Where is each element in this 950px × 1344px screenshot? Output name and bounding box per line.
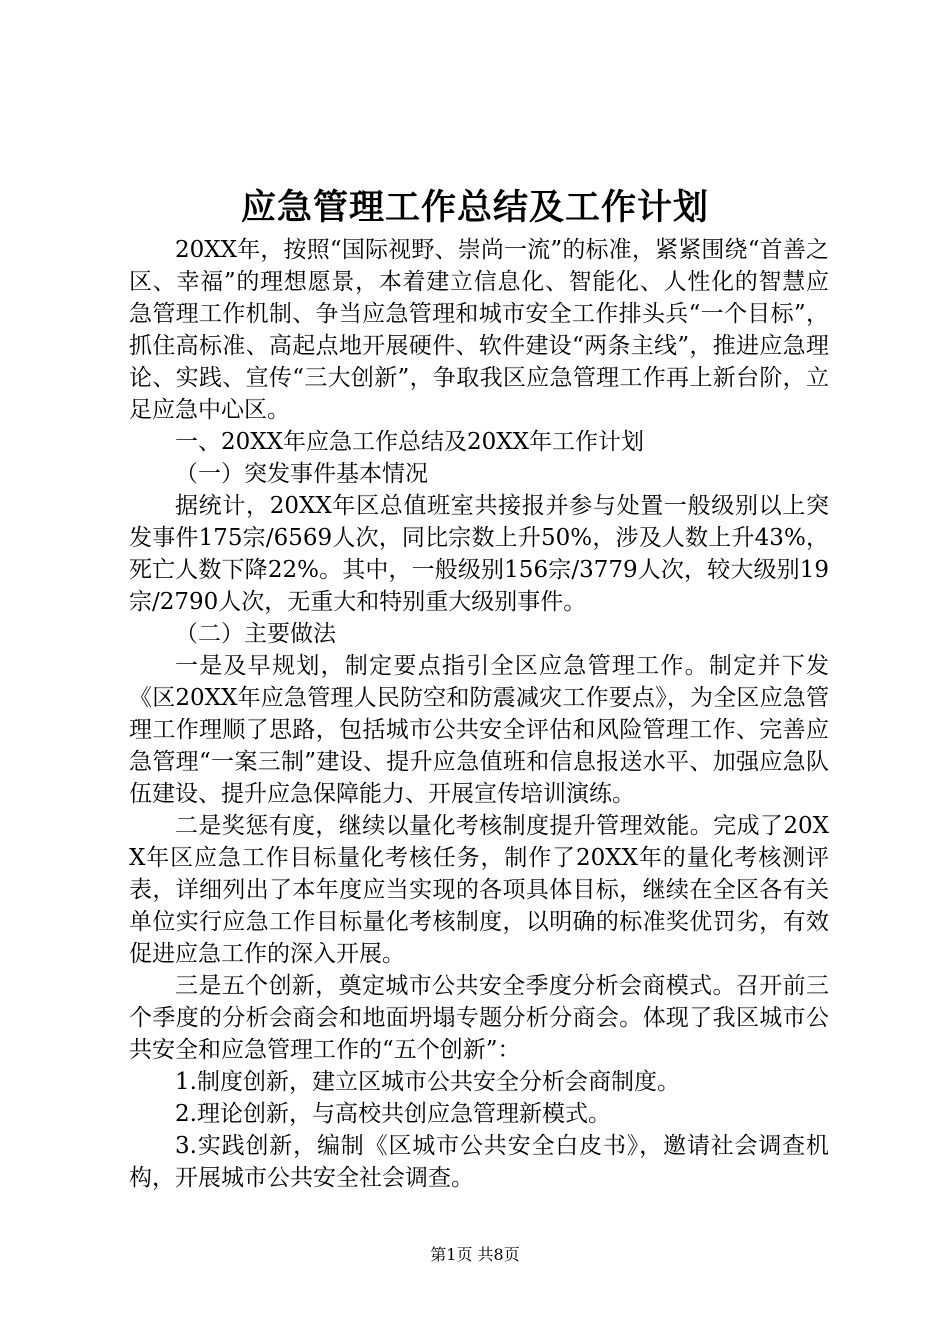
intro-paragraph: 20XX年，按照“国际视野、崇尚一流”的标准，紧紧围绕“首善之区、幸福”的理想愿景，本着建立信息化、智能化、人性化的智慧应急管理工作机制、争当应急管理和城市安全工作排头兵“一个目标”，抓住高标准、高起点地开展硬件、软件建设“两条主线”，推进应急理论、实践、宣传“三大创新”，争取我区应急管理工作再上新台阶，立足应急中心区。: [129, 237, 829, 423]
document-title: 应急管理工作总结及工作计划: [240, 188, 709, 228]
innovation-paragraph: 三是五个创新，奠定城市公共安全季度分析会商模式。召开前三个季度的分析会商会和地面坍塌专题分析分商会。体现了我区城市公共安全和应急管理工作的“五个创新”：: [129, 973, 829, 1063]
planning-paragraph: 一是及早规划，制定要点指引全区应急管理工作。制定并下发《区20XX年应急管理人民防空和防震减灾工作要点》，为全区应急管理工作理顺了思路，包括城市公共安全评估和风险管理工作、完善应急管理“一案三制”建设、提升应急值班和信息报送水平、加强应急队伍建设、提升应急保障能力、开展宣传培训演练。: [129, 653, 829, 807]
assessment-paragraph: 二是奖惩有度，继续以量化考核制度提升管理效能。完成了20XX年区应急工作目标量化考核任务，制作了20XX年的量化考核测评表，详细列出了本年度应当实现的各项具体目标，继续在全区各有关单位实行应急工作目标量化考核制度，以明确的标准奖优罚劣，有效促进应急工作的深入开展。: [129, 813, 829, 967]
page-number-footer: 第1页 共8页: [430, 1245, 520, 1264]
list-item-3: 3.实践创新，编制《区城市公共安全白皮书》，邀请社会调查机构，开展城市公共安全社会调查。: [129, 1133, 829, 1191]
section-heading: 一、20XX年应急工作总结及20XX年工作计划: [175, 429, 645, 455]
subsection-heading-2: （二）主要做法: [175, 621, 336, 647]
list-item-1: 1.制度创新，建立区城市公共安全分析会商制度。: [175, 1069, 680, 1095]
document-body: [129, 234, 829, 1194]
subsection-heading-1: （一）突发事件基本情况: [175, 461, 428, 487]
statistics-paragraph: 据统计，20XX年区总值班室共接报并参与处置一般级别以上突发事件175宗/6569人次，同比宗数上升50%，涉及人数上升43%，死亡人数下降22%。其中，一般级别156宗/3779人次，较大级别19宗/2790人次，无重大和特别重大级别事件。: [129, 493, 829, 615]
list-item-2: 2.理论创新，与高校共创应急管理新模式。: [175, 1101, 611, 1127]
